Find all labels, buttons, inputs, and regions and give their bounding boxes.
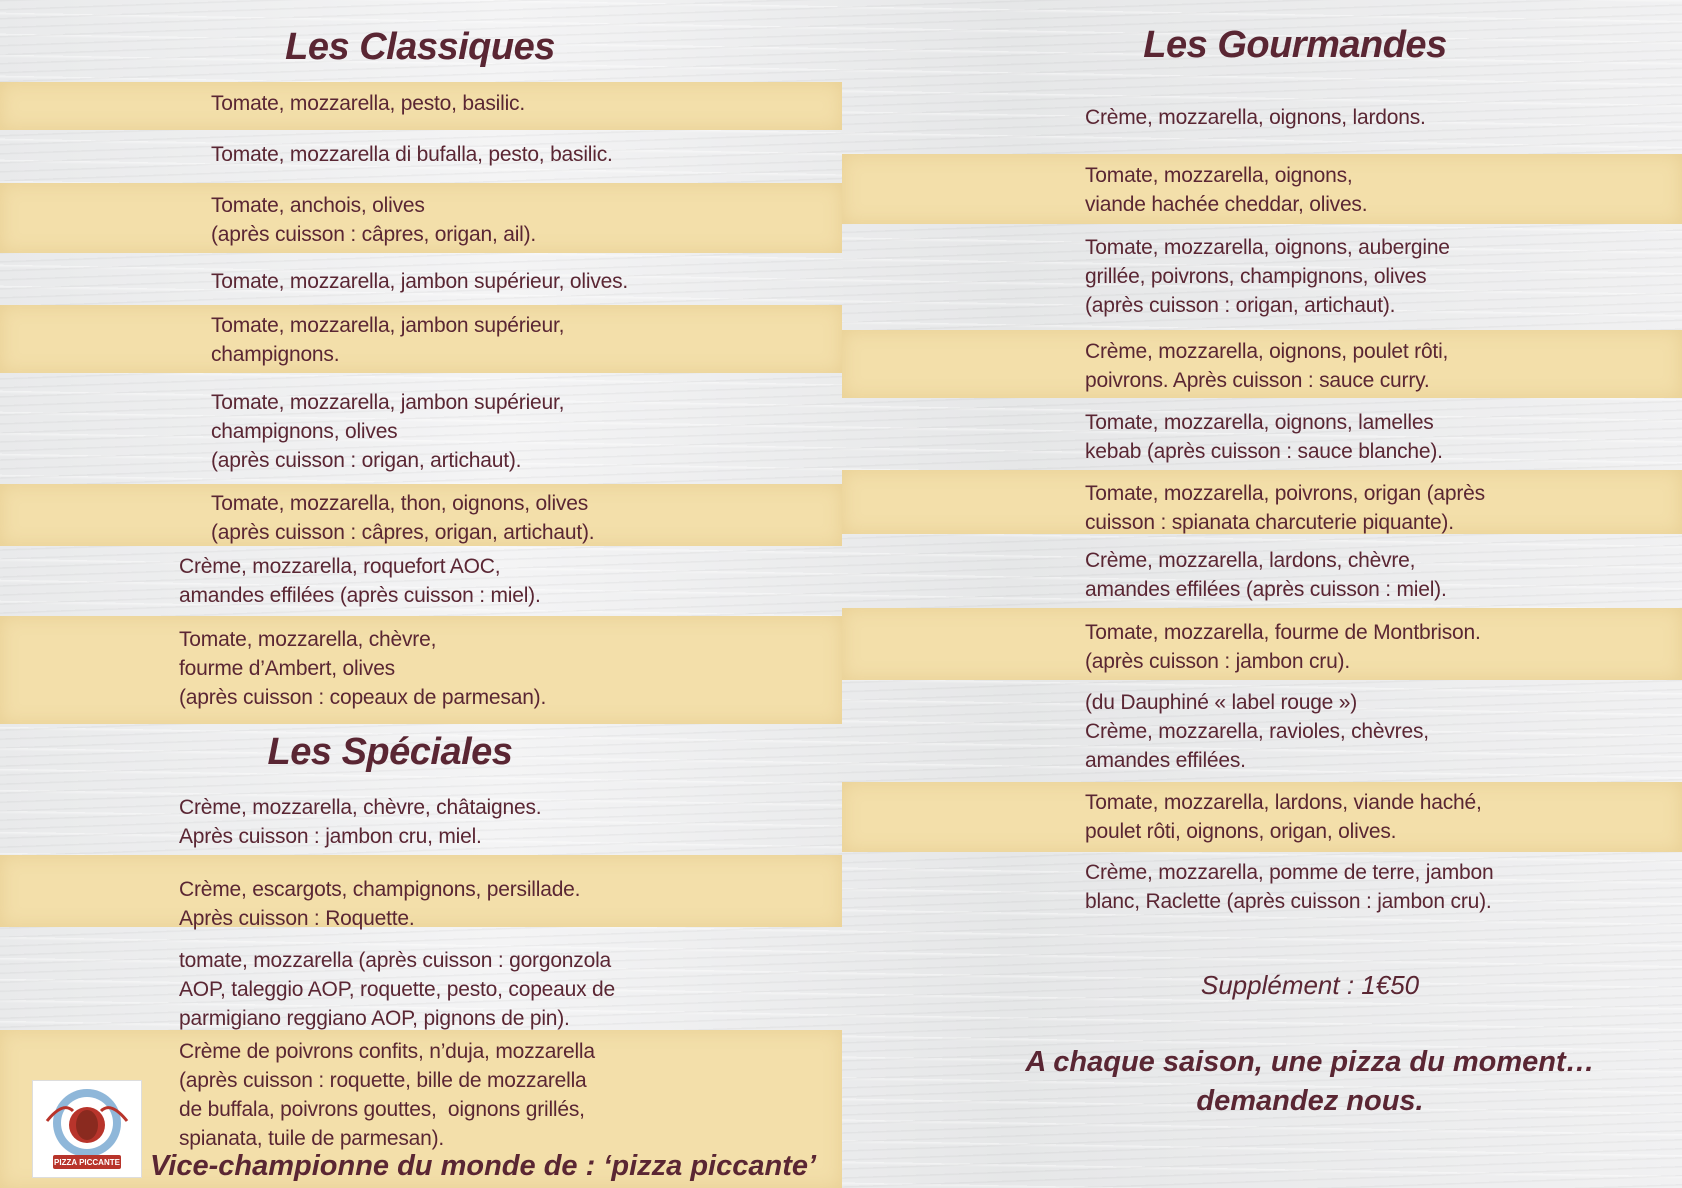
section-title-speciales: Les Spéciales [267,731,513,773]
item-description: Crème, mozzarella, oignons, lardons. [1085,106,1426,129]
item-description: Tomate, mozzarella, thon, oignons, olives (après cuisson : câpres, origan, artichaut). [211,492,595,544]
item-description: Tomate, mozzarella di bufalla, pesto, basilic. [211,143,613,166]
item-description: Tomate, mozzarella, chèvre, fourme d’Ambert, olives (après cuisson : copeaux de parmesan). [179,628,547,709]
logo-text: PIZZA PICCANTE [54,1158,120,1167]
supplement-note: Supplément : 1€50 [1200,970,1420,1000]
section-title-gourmandes: Les Gourmandes [1143,24,1447,66]
championship-note: Vice-championne du monde de : ‘pizza piccante’ [150,1150,817,1182]
item-description: Crème de poivrons confits, n’duja, mozzarella (après cuisson : roquette, bille de mozzarella de buffala, poivrons gouttes, oignons grillés, spianata, tuile de parmesan). [179,1040,595,1150]
item-description: Tomate, mozzarella, oignons, aubergine grillée, poivrons, champignons, olives (après cuisson : origan, artichaut). [1085,236,1450,317]
section-title-classiques: Les Classiques [285,26,555,68]
item-description: Tomate, mozzarella, fourme de Montbrison. (après cuisson : jambon cru). [1085,621,1481,673]
item-description: Tomate, mozzarella, jambon supérieur, champignons. [211,314,565,366]
item-description: Crème, mozzarella, chèvre, châtaignes. Après cuisson : jambon cru, miel. [179,796,542,848]
item-description: Crème, escargots, champignons, persillade. Après cuisson : Roquette. [179,878,581,930]
item-description: Tomate, mozzarella, poivrons, origan (après cuisson : spianata charcuterie piquante). [1085,482,1485,534]
item-description: Crème, mozzarella, lardons, chèvre, amandes effilées (après cuisson : miel). [1085,549,1447,601]
item-description: Tomate, mozzarella, oignons, viande hachée cheddar, olives. [1085,164,1368,216]
item-description: Tomate, mozzarella, lardons, viande haché, poulet rôti, oignons, origan, olives. [1085,791,1482,843]
item-description: Crème, mozzarella, oignons, poulet rôti, poivrons. Après cuisson : sauce curry. [1085,340,1449,392]
item-description: Tomate, mozzarella, jambon supérieur, champignons, olives (après cuisson : origan, artichaut). [211,391,565,472]
item-description: Tomate, mozzarella, jambon supérieur, olives. [211,270,629,293]
item-description: Crème, mozzarella, roquefort AOC, amandes effilées (après cuisson : miel). [179,555,541,607]
seasonal-note-line1: A chaque saison, une pizza du moment… [1025,1046,1595,1078]
item-description: Crème, mozzarella, pomme de terre, jambon blanc, Raclette (après cuisson : jambon cru). [1085,861,1494,913]
item-description: Tomate, mozzarella, oignons, lamelles kebab (après cuisson : sauce blanche). [1085,411,1443,463]
seasonal-note-line2: demandez nous. [1196,1085,1424,1117]
item-description: Tomate, anchois, olives (après cuisson : câpres, origan, ail). [211,194,537,246]
item-description: tomate, mozzarella (après cuisson : gorgonzola AOP, taleggio AOP, roquette, pesto, copeaux de parmigiano reggiano AOP, pignons de pin). [179,949,616,1030]
item-description: (du Dauphiné « label rouge ») Crème, mozzarella, ravioles, chèvres, amandes effilées. [1085,691,1429,772]
item-description: Tomate, mozzarella, pesto, basilic. [211,92,525,115]
pizza-piccante-logo [32,1080,142,1178]
